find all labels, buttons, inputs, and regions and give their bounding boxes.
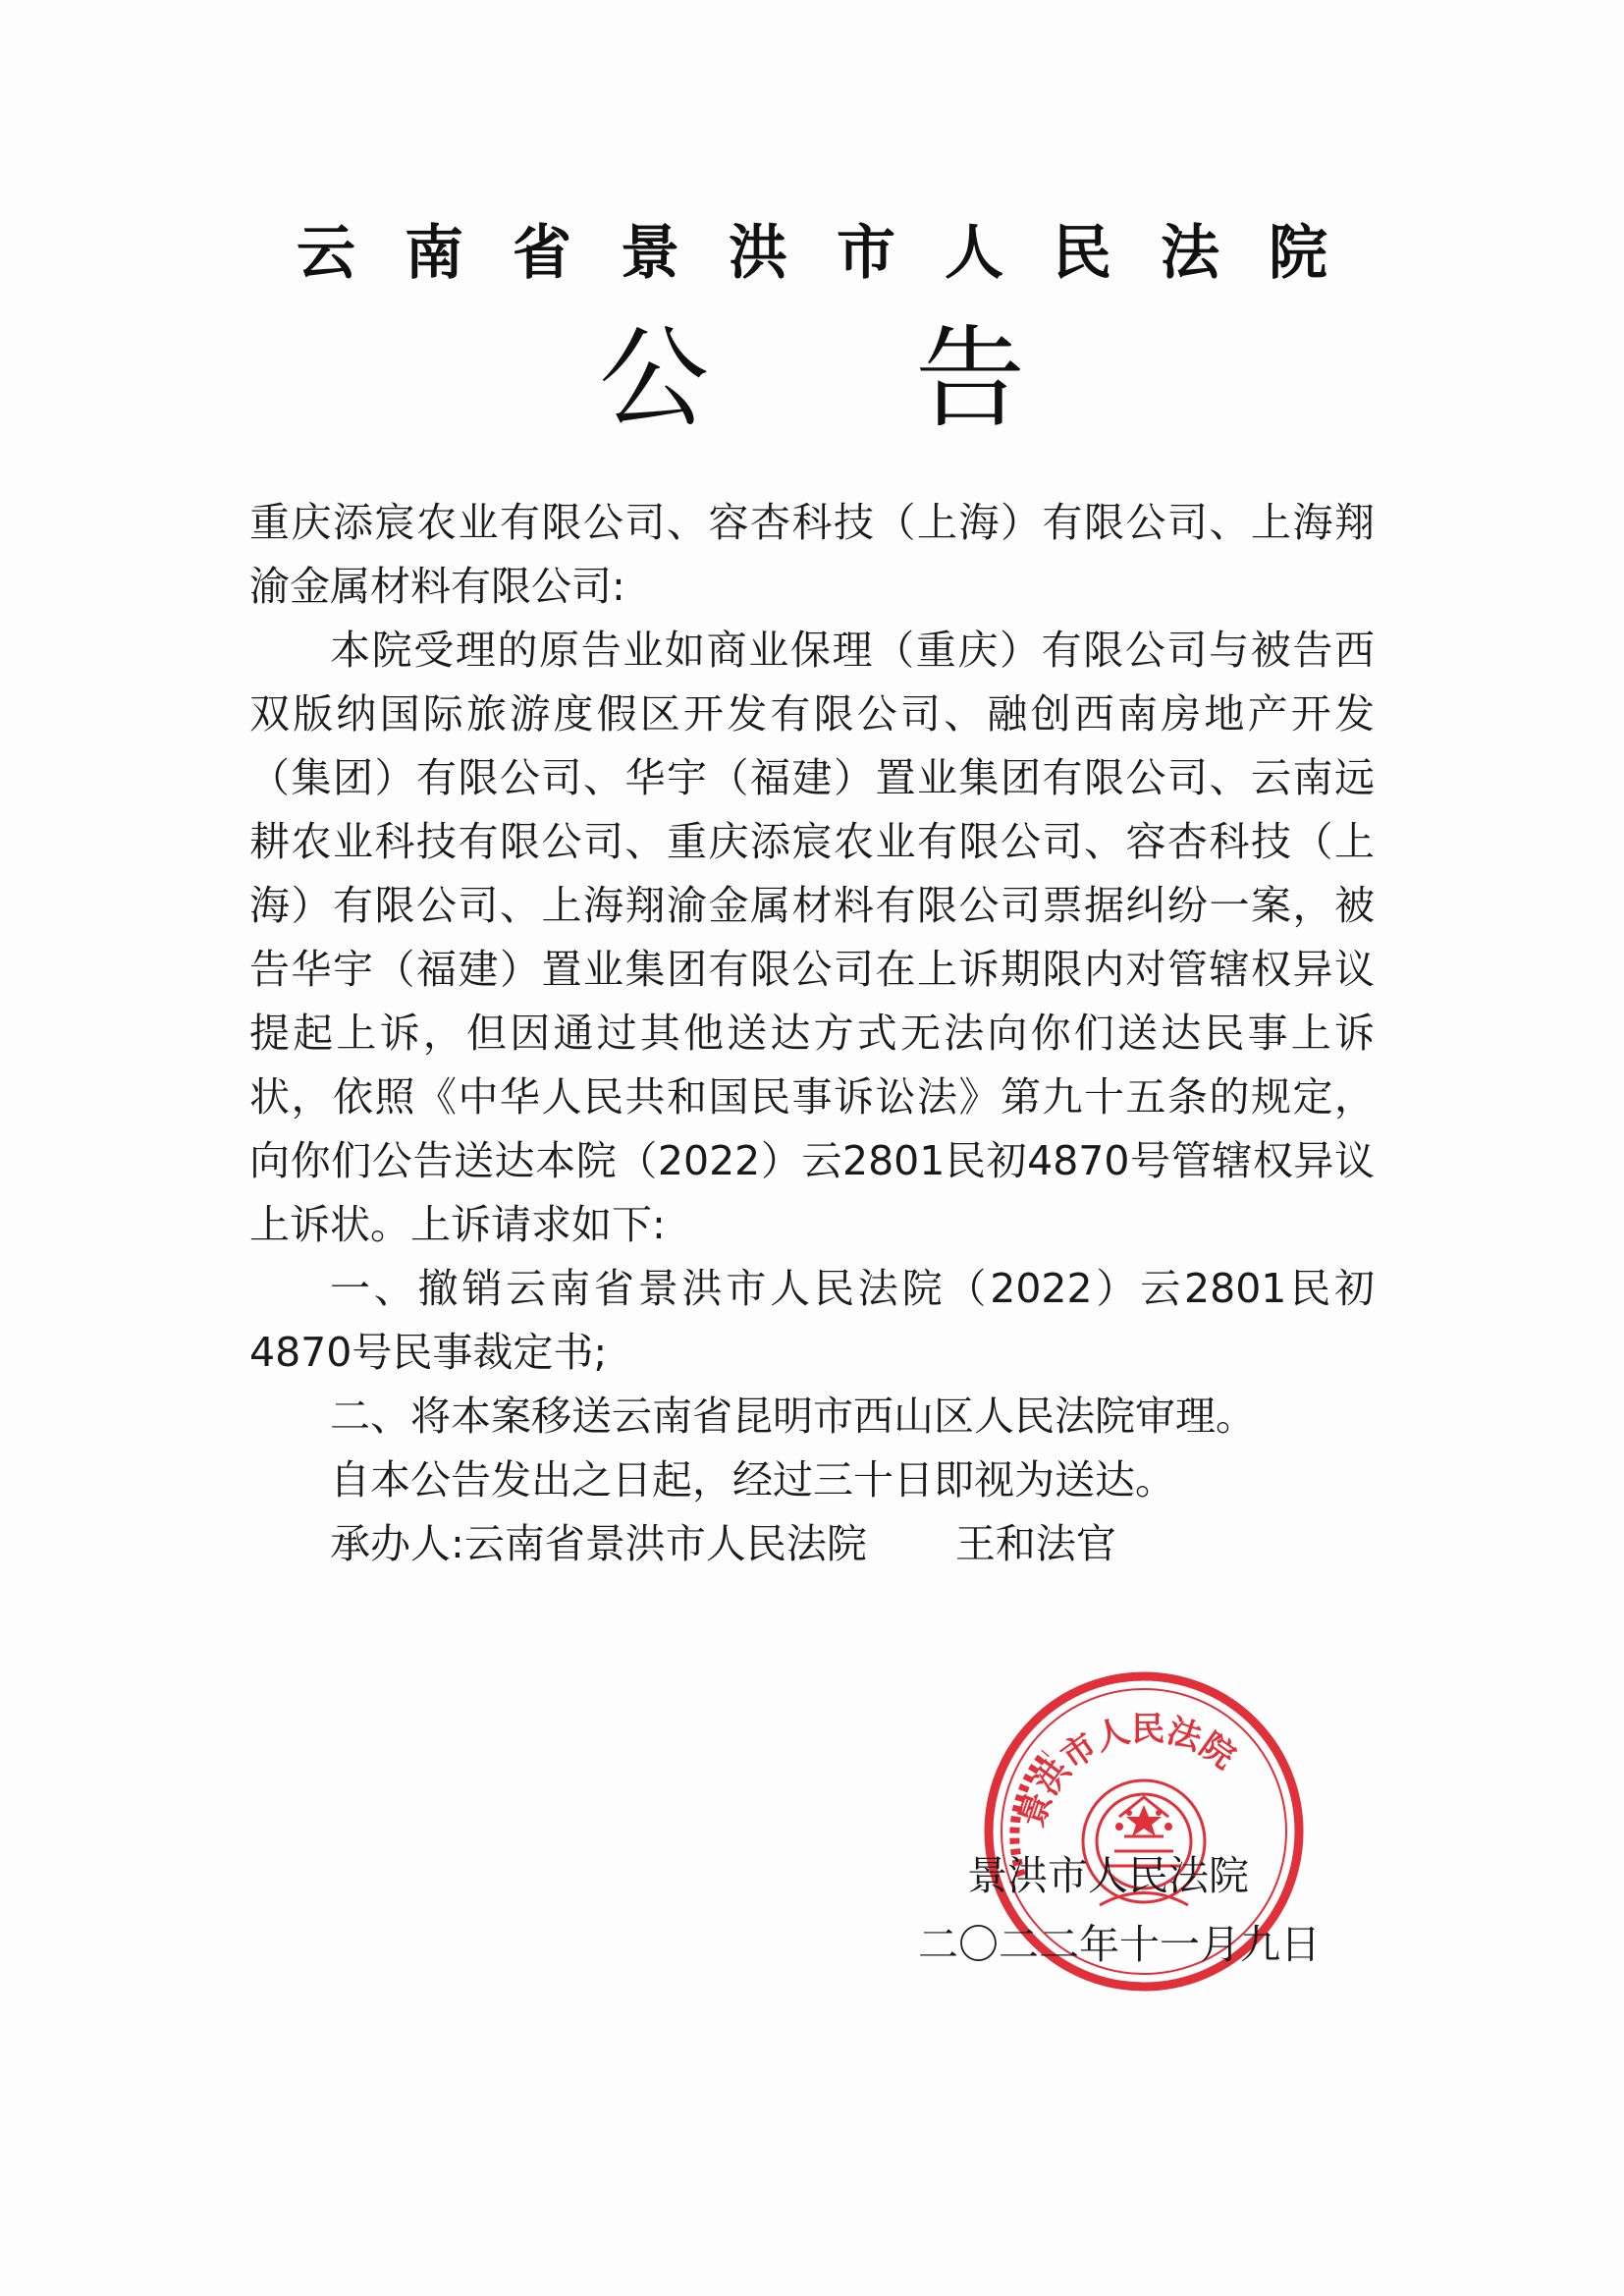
notice-body	[249, 491, 1375, 1576]
appeal-request-2: 二、将本案移送云南省昆明市西山区人民法院审理。	[330, 1393, 1256, 1440]
effective-clause: 自本公告发出之日起，经过三十日即视为送达。	[330, 1456, 1175, 1503]
addressees: 重庆添宸农业有限公司、容杏科技（上海）有限公司、上海翔渝金属材料有限公司:	[249, 499, 1375, 610]
court-name-heading: 云南省景洪市人民法院	[297, 219, 1377, 288]
handler-name: 王和法官	[954, 1520, 1116, 1567]
notice-heading: 公告	[599, 315, 1231, 443]
appeal-request-1: 一、撤销云南省景洪市人民法院（2022）云2801民初4870号民事裁定书;	[249, 1265, 1375, 1376]
handler-court: 云南省景洪市人民法院	[463, 1520, 867, 1567]
handler-line	[249, 1512, 1375, 1576]
signature-date: 二〇二二年十一月九日	[918, 1921, 1321, 1968]
handler-label: 承办人:	[330, 1520, 464, 1567]
signature-court: 景洪市人民法院	[967, 1852, 1249, 1899]
main-paragraph: 本院受理的原告业如商业保理（重庆）有限公司与被告西双版纳国际旅游度假区开发有限公司、融创西南房地产开发（集团）有限公司、华宇（福建）置业集团有限公司、云南远耕农业科技有限公司、重庆添宸农业有限公司、容杏科技（上海）有限公司、上海翔渝金属材料有限公司票据纠纷一案，被告华宇（福建）置业集团有限公司在上诉期限内对管辖权异议提起上诉，但因通过其他送达方式无法向你们送达民事上诉状，依照《中华人民共和国民事诉讼法》第九十五条的规定，向你们公告送达本院（2022）云2801民初4870号管辖权异议上诉状。上诉请求如下:	[249, 627, 1375, 1248]
svg-text:景洪市人民法院: 景洪市人民法院	[1011, 1709, 1243, 1832]
